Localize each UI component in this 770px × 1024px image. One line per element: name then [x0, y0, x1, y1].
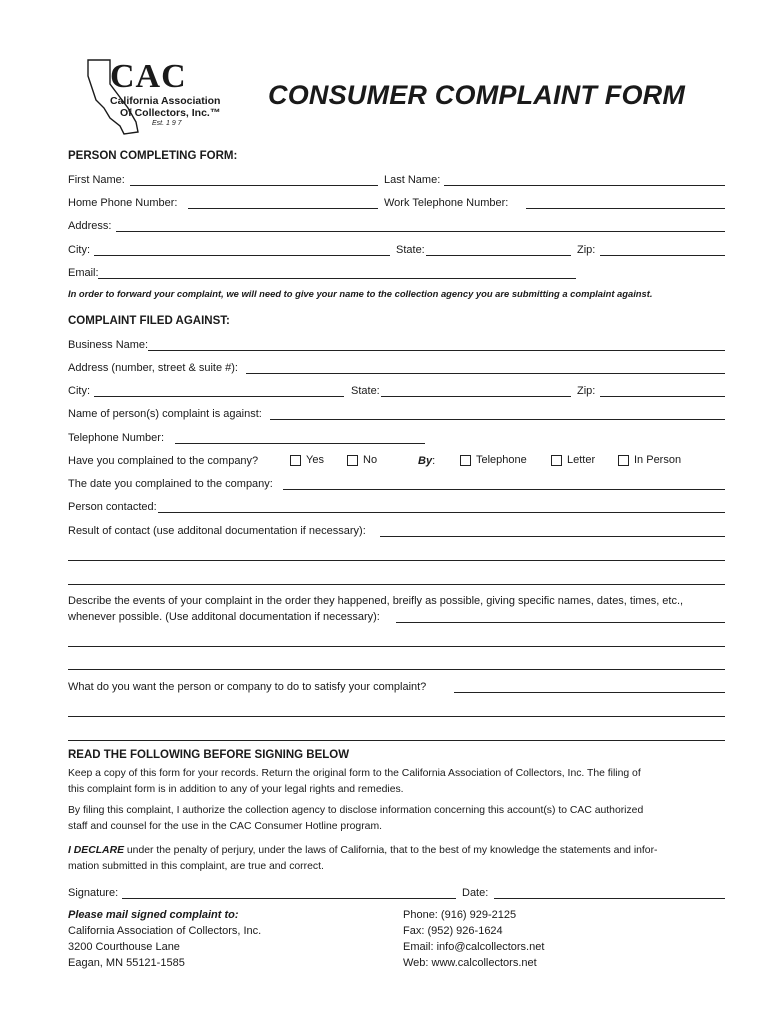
mail-street: 3200 Courthouse Lane [68, 941, 180, 953]
page-title: CONSUMER COMPLAINT FORM [268, 80, 686, 110]
business-state-label: State: [351, 385, 380, 397]
no-label: No [363, 454, 378, 466]
logo-acronym: CAC [110, 58, 187, 95]
records-line-1: Keep a copy of this form for your records. Return the original form to the California Association of Collectors, Inc. The filing of [68, 768, 641, 779]
by-in-person-label: In Person [634, 454, 682, 466]
mail-city: Eagan, MN 55121-1585 [68, 957, 185, 969]
satisfy-field-line-2[interactable] [68, 716, 725, 717]
by-telephone-box [460, 455, 471, 466]
describe-label-line-1: Describe the events of your complaint in the order they happened, breifly as possible, giving specific names, dates, times, etc., [68, 595, 684, 607]
by-letter-label: Letter [567, 454, 596, 466]
person-section-heading: PERSON COMPLETING FORM: [68, 150, 238, 162]
signing-heading: READ THE FOLLOWING BEFORE SIGNING BELOW [68, 749, 350, 761]
email-field[interactable] [98, 278, 576, 279]
address-field[interactable] [116, 231, 725, 232]
by-telephone-label: Telephone [476, 454, 527, 466]
by-in-person-checkbox[interactable] [618, 454, 681, 466]
home-phone-field[interactable] [188, 208, 378, 209]
first-name-label: First Name: [68, 174, 125, 186]
work-phone-field[interactable] [526, 208, 725, 209]
records-paragraph [68, 766, 728, 798]
describe-field-line-1[interactable] [396, 622, 725, 623]
contact-web[interactable]: Web: www.calcollectors.net [403, 957, 537, 969]
state-field[interactable] [426, 255, 571, 256]
records-line-2: this complaint form is in addition to any of your legal rights and remedies. [68, 784, 404, 795]
result-field-line-3[interactable] [68, 584, 725, 585]
persons-field[interactable] [270, 419, 725, 420]
mail-org: California Association of Collectors, Inc. [68, 925, 262, 937]
address-label: Address: [68, 220, 112, 232]
authorize-line-1: By filing this complaint, I authorize the collection agency to disclose information concerning this account(s) to CAC authorized [68, 805, 644, 816]
mail-heading: Please mail signed complaint to: [68, 909, 239, 921]
last-name-field[interactable] [444, 185, 725, 186]
persons-label: Name of person(s) complaint is against: [68, 408, 262, 420]
describe-field-line-3[interactable] [68, 669, 725, 670]
no-checkbox-box [347, 455, 358, 466]
by-colon: : [432, 455, 436, 467]
date-field[interactable] [494, 898, 725, 899]
business-zip-field[interactable] [600, 396, 725, 397]
person-contacted-label: Person contacted: [68, 501, 157, 513]
business-telephone-field[interactable] [175, 443, 425, 444]
business-city-field[interactable] [94, 396, 344, 397]
by-label [418, 455, 435, 468]
contact-phone: Phone: (916) 929-2125 [403, 909, 517, 921]
authorize-line-2: staff and counsel for the use in the CAC Consumer Hotline program. [68, 821, 382, 832]
work-phone-label: Work Telephone Number: [384, 197, 509, 209]
date-complained-field[interactable] [283, 489, 725, 490]
business-city-label: City: [68, 385, 90, 397]
authorize-paragraph [68, 803, 728, 835]
signature-field[interactable] [122, 898, 456, 899]
signature-label: Signature: [68, 887, 119, 899]
cac-logo [84, 56, 221, 136]
declare-paragraph [68, 843, 728, 875]
city-field[interactable] [94, 255, 390, 256]
by-letter-checkbox[interactable] [551, 454, 595, 466]
business-zip-label: Zip: [577, 385, 596, 397]
complaint-section-heading: COMPLAINT FILED AGAINST: [68, 315, 230, 327]
result-label: Result of contact (use additonal documentation if necessary): [68, 525, 366, 537]
logo-line-1: California Association [110, 95, 221, 107]
first-name-field[interactable] [130, 185, 378, 186]
contact-email[interactable]: Email: info@calcollectors.net [403, 941, 545, 953]
declare-line-2: mation submitted in this complaint, are true and correct. [68, 861, 324, 872]
declare-line-1 [68, 843, 728, 859]
logo-line-2: Of Collectors, Inc.™ [120, 107, 221, 119]
person-contacted-field[interactable] [158, 512, 725, 513]
satisfy-label: What do you want the person or company to do to satisfy your complaint? [68, 681, 427, 693]
yes-label: Yes [306, 454, 324, 466]
by-letter-box [551, 455, 562, 466]
complained-question: Have you complained to the company? [68, 455, 259, 467]
logo-est: Est. 1 9 7 [152, 120, 182, 127]
by-telephone-checkbox[interactable] [460, 454, 527, 466]
yes-checkbox[interactable] [290, 454, 324, 466]
home-phone-label: Home Phone Number: [68, 197, 178, 209]
business-state-field[interactable] [381, 396, 571, 397]
result-field-line-1[interactable] [380, 536, 725, 537]
no-checkbox[interactable] [347, 454, 377, 466]
zip-field[interactable] [600, 255, 725, 256]
describe-field-line-2[interactable] [68, 646, 725, 647]
last-name-label: Last Name: [384, 174, 441, 186]
state-label: State: [396, 244, 425, 256]
city-label: City: [68, 244, 90, 256]
date-label: Date: [462, 887, 489, 899]
by-in-person-box [618, 455, 629, 466]
date-complained-label: The date you complained to the company: [68, 478, 273, 490]
declare-bold: I DECLARE [68, 845, 124, 856]
zip-label: Zip: [577, 244, 596, 256]
business-name-label: Business Name: [68, 339, 149, 351]
result-field-line-2[interactable] [68, 560, 725, 561]
yes-checkbox-box [290, 455, 301, 466]
business-telephone-label: Telephone Number: [68, 432, 165, 444]
business-address-label: Address (number, street & suite #): [68, 362, 238, 374]
business-address-field[interactable] [246, 373, 725, 374]
describe-label-line-2: whenever possible. (Use additonal documentation if necessary): [68, 611, 380, 623]
satisfy-field-line-3[interactable] [68, 740, 725, 741]
business-name-field[interactable] [148, 350, 725, 351]
contact-fax: Fax: (952) 926-1624 [403, 925, 503, 937]
by-word: By [418, 455, 433, 467]
privacy-note: In order to forward your complaint, we will need to give your name to the collection agency you are submitting a complaint against. [68, 288, 653, 299]
satisfy-field-line-1[interactable] [454, 692, 725, 693]
declare-text: under the penalty of perjury, under the laws of California, that to the best of my knowledge the statements and infor- [124, 845, 658, 856]
email-label: Email: [68, 267, 99, 279]
